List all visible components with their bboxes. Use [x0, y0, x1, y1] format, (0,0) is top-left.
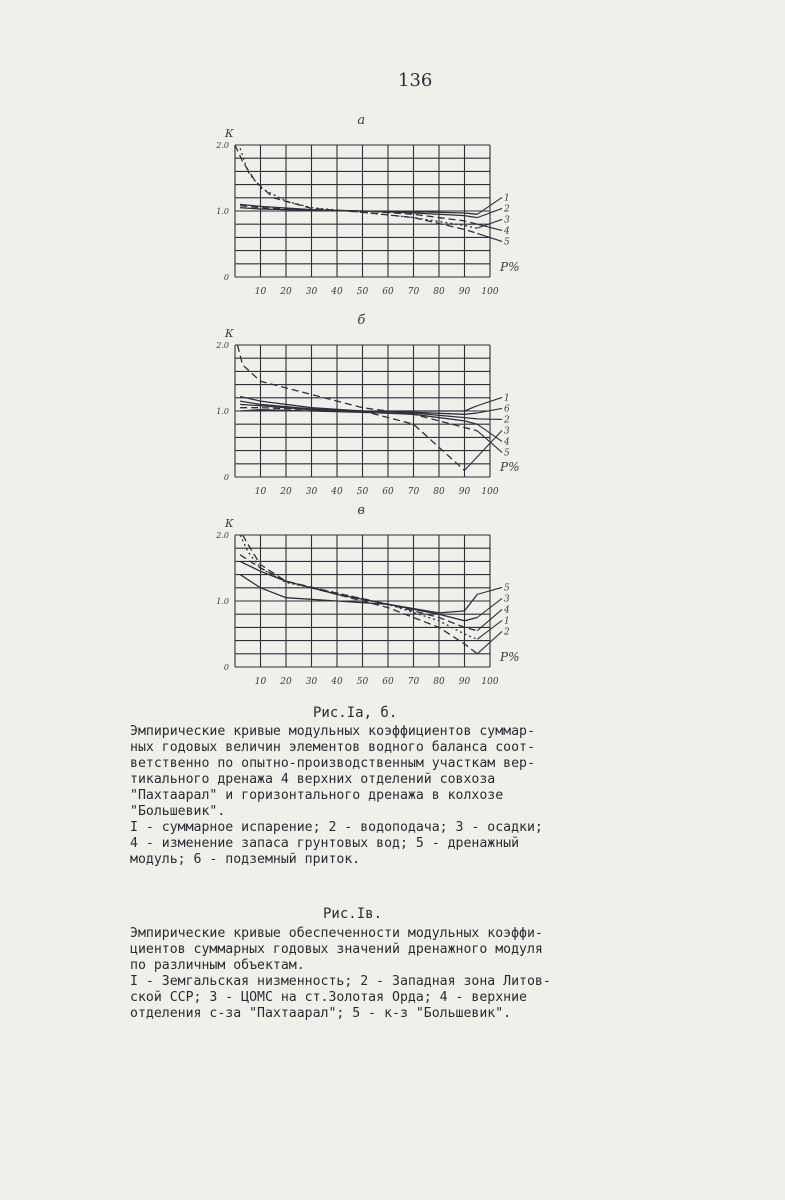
chart-b-series-4-line — [240, 410, 477, 425]
chart-b-xtick: 40 — [331, 487, 343, 497]
chart-a-xtick: 30 — [305, 287, 318, 297]
chart-b-ytick: 2.0 — [216, 341, 229, 350]
fig1ab-title: Рис.Iа, б. — [313, 705, 398, 721]
chart-v-xtick: 50 — [356, 677, 369, 687]
chart-v-ytick: 0 — [223, 663, 229, 672]
chart-v-ytick: 1.0 — [216, 597, 229, 606]
chart-b-series-2-label: 2 — [504, 415, 510, 426]
chart-b-series-5-label: 5 — [504, 448, 510, 459]
chart-b-series-4-label: 4 — [504, 437, 510, 448]
chart-v-xtick: 80 — [433, 677, 445, 687]
chart-v-xtick: 100 — [481, 677, 499, 687]
chart-b-xtick: 30 — [305, 487, 318, 497]
chart-b-series-3-label: 3 — [504, 426, 510, 437]
chart-v-series-1-label: 1 — [504, 616, 510, 627]
chart-b-xtick: 50 — [356, 487, 369, 497]
chart-b-xtick: 20 — [280, 487, 292, 497]
chart-a-series-5-label: 5 — [504, 237, 510, 248]
chart-a-series-1-label: 1 — [504, 193, 510, 204]
chart-b-series-1-label: 1 — [504, 393, 510, 404]
chart-b-title: б — [357, 313, 366, 328]
chart-a-xtick: 20 — [280, 287, 292, 297]
fig1ab-caption: Эмпирические кривые модульных коэффициентов суммар- ных годовых величин элементов водного баланса соот- ветственно по опытно-производственным участкам вер- тикального дренажа 4 верхних отделений совхоза "Пахтаарал" и горизонтального дренажа в колхозе "Большевик". I - суммарное испарение; 2 - водоподача; 3 - осадки; 4 - изменение запаса грунтовых вод; 5 - дренажный модуль; 6 - подземный приток. — [130, 724, 543, 867]
chart-v-series-5-line — [240, 575, 477, 613]
chart-v-xlabel: Р% — [500, 650, 520, 664]
fig1v-caption: Эмпирические кривые обеспеченности модульных коэффи- циентов суммарных годовых значений дренажного модуля по различным объектам. I - Земгальская низменность; 2 - Западная зона Литов- ской ССР; 3 - ЦОМС на ст.Золотая Орда; 4 - верхние отделения с-за "Пахтаарал"; 5 - к-з "Большевик". — [130, 926, 551, 1021]
chart-a-ytick: 0 — [223, 273, 229, 282]
chart-a-xtick: 80 — [433, 287, 445, 297]
chart-b-xtick: 70 — [407, 487, 420, 497]
chart-v — [200, 500, 520, 690]
chart-v-xtick: 20 — [280, 677, 292, 687]
chart-b-xlabel: Р% — [500, 460, 520, 474]
chart-a-series-3-line — [240, 148, 477, 228]
chart-b-ytick: 0 — [223, 473, 229, 482]
chart-b-xtick: 60 — [382, 487, 394, 497]
chart-a-series-3-label: 3 — [504, 215, 510, 226]
chart-b-xtick: 10 — [254, 487, 267, 497]
chart-a-ylabel: К — [225, 127, 234, 140]
chart-v-series-3-line — [240, 561, 477, 620]
chart-b-xtick: 90 — [458, 487, 471, 497]
chart-a-xtick: 70 — [407, 287, 420, 297]
chart-v-xtick: 10 — [254, 677, 267, 687]
chart-v-xtick: 30 — [305, 677, 318, 687]
chart-v-series-4-line — [240, 555, 477, 631]
chart-a-series-4-label: 4 — [504, 226, 510, 237]
chart-v-xtick: 70 — [407, 677, 420, 687]
chart-a-ytick: 1.0 — [216, 207, 229, 216]
chart-v-series-1-line — [240, 535, 477, 639]
chart-v-xtick: 40 — [331, 677, 343, 687]
chart-a-series-2-label: 2 — [504, 204, 510, 215]
chart-a-xtick: 40 — [331, 287, 343, 297]
chart-a-xlabel: Р% — [500, 260, 520, 274]
page-number: 136 — [398, 70, 433, 91]
chart-a-xtick: 10 — [254, 287, 267, 297]
chart-b-ytick: 1.0 — [216, 407, 229, 416]
chart-b-xtick: 80 — [433, 487, 445, 497]
chart-a — [200, 110, 520, 297]
chart-b-ylabel: К — [225, 327, 234, 340]
chart-v-xtick: 90 — [458, 677, 471, 687]
fig1v-title: Рис.Iв. — [323, 906, 383, 922]
chart-b-series-6-label: 6 — [504, 404, 510, 415]
chart-v-series-4-label: 4 — [504, 605, 510, 616]
chart-a-title: а — [357, 113, 366, 128]
chart-b-xtick: 100 — [481, 487, 499, 497]
chart-a-xtick: 50 — [356, 287, 369, 297]
chart-a-xtick: 90 — [458, 287, 471, 297]
chart-b — [200, 310, 520, 500]
chart-a-ytick: 2.0 — [216, 141, 229, 150]
chart-b-series-2-leader — [477, 419, 502, 420]
chart-v-series-3-label: 3 — [504, 594, 510, 605]
chart-a-xtick: 100 — [481, 287, 499, 297]
chart-v-series-5-label: 5 — [504, 583, 510, 594]
chart-v-title: в — [357, 503, 365, 518]
chart-v-ylabel: К — [225, 517, 234, 530]
chart-v-xtick: 60 — [382, 677, 394, 687]
chart-v-series-2-label: 2 — [504, 627, 510, 638]
chart-v-ytick: 2.0 — [216, 531, 229, 540]
chart-a-xtick: 60 — [382, 287, 394, 297]
